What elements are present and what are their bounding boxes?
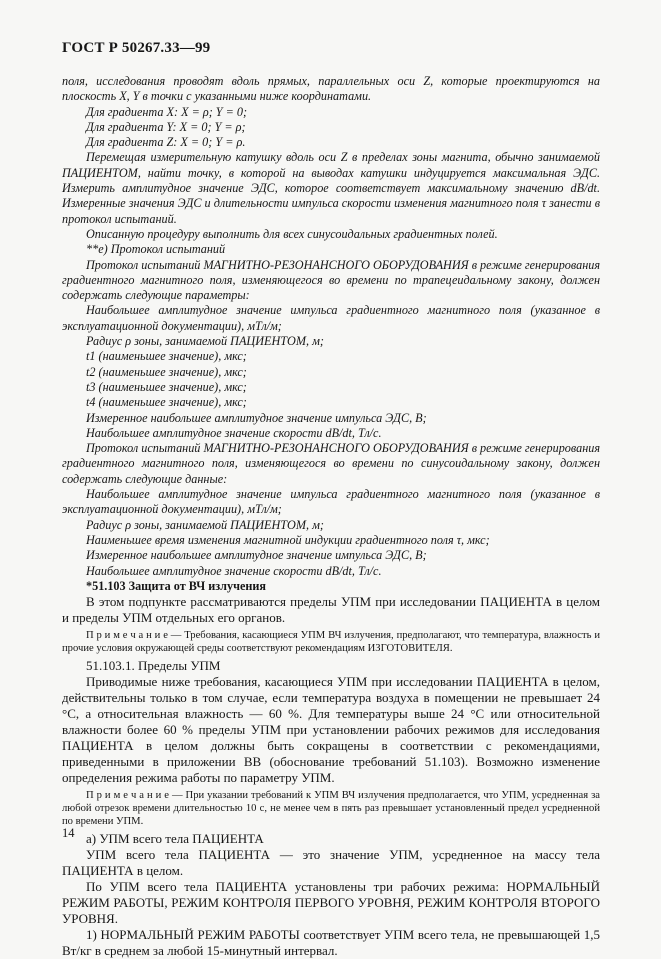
paragraph: а) УПМ всего тела ПАЦИЕНТА: [86, 831, 264, 847]
paragraph: t1 (наименьшее значение), мкс;: [86, 349, 247, 364]
paragraph: Радиус ρ зоны, занимаемой ПАЦИЕНТОМ, м;: [86, 334, 324, 349]
paragraph: Для градиента Z: X = 0; Y = ρ.: [86, 135, 246, 150]
paragraph: 51.103.1. Пределы УПМ: [86, 658, 221, 674]
paragraph: Приводимые ниже требования, касающиеся УПМ при исследовании ПАЦИЕНТА в целом, действительны только в том случае, если температура воздуха в помещении не превышает 24 °С, а относительная влажность — 60 %. Для температуры выше 24 °С или относительной влажности более 60 % пределы УПМ при установлении рабочих режимов для исследования ПАЦИЕНТА в целом должны быть сокращены в соответствии с рекомендациями, приведенными в приложении ВВ (обоснование требований 51.103). Возможно изменение определения режима работы по параметру УПМ.: [62, 674, 600, 786]
paragraph: *51.103 Защита от ВЧ излучения: [86, 578, 267, 593]
paragraph: Измеренное наибольшее амплитудное значение импульса ЭДС, В;: [86, 410, 427, 425]
paragraph: Наибольшее амплитудное значение импульса градиентного магнитного поля (указанное в эксплуатационной документации), мТл/м;: [62, 487, 600, 517]
paragraph: 1) НОРМАЛЬНЫЙ РЕЖИМ РАБОТЫ соответствует УПМ всего тела, не превышающей 1,5 Вт/кг в среднем за любой 15-минутный интервал.: [62, 927, 600, 959]
paragraph: В этом подпункте рассматриваются пределы УПМ при исследовании ПАЦИЕНТА в целом и пределы УПМ отдельных его органов.: [62, 594, 600, 626]
page-number: 14: [62, 826, 75, 840]
paragraph: t2 (наименьшее значение), мкс;: [86, 364, 247, 379]
paragraph: Наименьшее время изменения магнитной индукции градиентного поля τ, мкс;: [86, 532, 490, 547]
paragraph: П р и м е ч а н и е — Требования, касающиеся УПМ ВЧ излучения, предполагают, что температура, влажность и прочие условия окружающей среды соответствуют рекомендациям ИЗГОТОВИТЕЛЯ.: [62, 630, 600, 655]
paragraph: По УПМ всего тела ПАЦИЕНТА установлены три рабочих режима: НОРМАЛЬНЫЙ РЕЖИМ РАБОТЫ, РЕЖИМ КОНТРОЛЯ ПЕРВОГО УРОВНЯ, РЕЖИМ КОНТРОЛЯ ВТОРОГО УРОВНЯ.: [62, 879, 600, 927]
paragraph: Наибольшее амплитудное значение скорости dB/dt, Тл/с.: [86, 563, 382, 578]
paragraph: Радиус ρ зоны, занимаемой ПАЦИЕНТОМ, м;: [86, 517, 324, 532]
paragraph: **е) Протокол испытаний: [86, 242, 226, 257]
paragraph: Для градиента Y: X = 0; Y = ρ;: [86, 119, 246, 134]
paragraph: Протокол испытаний МАГНИТНО-РЕЗОНАНСНОГО ОБОРУДОВАНИЯ в режиме генерирования градиентного магнитного поля, изменяющегося во времени по синусоидальному закону, должен содержать следующие данные:: [62, 441, 600, 486]
paragraph: t3 (наименьшее значение), мкс;: [86, 379, 247, 394]
paragraph: Перемещая измерительную катушку вдоль оси Z в пределах зоны магнита, обычно занимаемой ПАЦИЕНТОМ, найти точку, в которой на выводах катушки индуцируется максимальная ЭДС. Измерить амплитудное значение ЭДС, которое соответствует максимальному значению dB/dt. Измеренные значения ЭДС и длительности импульса скорости изменения магнитного поля τ занести в протокол испытаний.: [62, 150, 600, 226]
paragraph: t4 (наименьшее значение), мкс;: [86, 395, 247, 410]
paragraph: Измеренное наибольшее амплитудное значение импульса ЭДС, В;: [86, 548, 427, 563]
paragraph: Для градиента X: X = ρ; Y = 0;: [86, 104, 248, 119]
paragraph: Описанную процедуру выполнить для всех синусоидальных градиентных полей.: [86, 226, 498, 241]
paragraph: УПМ всего тела ПАЦИЕНТА — это значение УПМ, усредненное на массу тела ПАЦИЕНТА в целом.: [62, 847, 600, 879]
standard-title: ГОСТ Р 50267.33—99: [62, 40, 211, 56]
paragraph: Протокол испытаний МАГНИТНО-РЕЗОНАНСНОГО ОБОРУДОВАНИЯ в режиме генерирования градиентного магнитного поля, изменяющегося во времени по трапецеидальному закону, должен содержать следующие параметры:: [62, 257, 600, 303]
paragraph: Наибольшее амплитудное значение скорости dB/dt, Тл/с.: [86, 425, 382, 440]
paragraph: П р и м е ч а н и е — При указании требований к УПМ ВЧ излучения предполагается, что УПМ, усредненная за любой отрезок времени длительностью 10 с, не менее чем в пять раз превышает установленный предел усредненной по времени УПМ.: [62, 790, 600, 828]
paragraph: поля, исследования проводят вдоль прямых, параллельных оси Z, которые проектируются на плоскость X, Y в точки с указанными ниже координатами.: [62, 74, 600, 104]
paragraph: Наибольшее амплитудное значение импульса градиентного магнитного поля (указанное в эксплуатационной документации), мТл/м;: [62, 303, 600, 333]
page-body: [62, 74, 600, 959]
